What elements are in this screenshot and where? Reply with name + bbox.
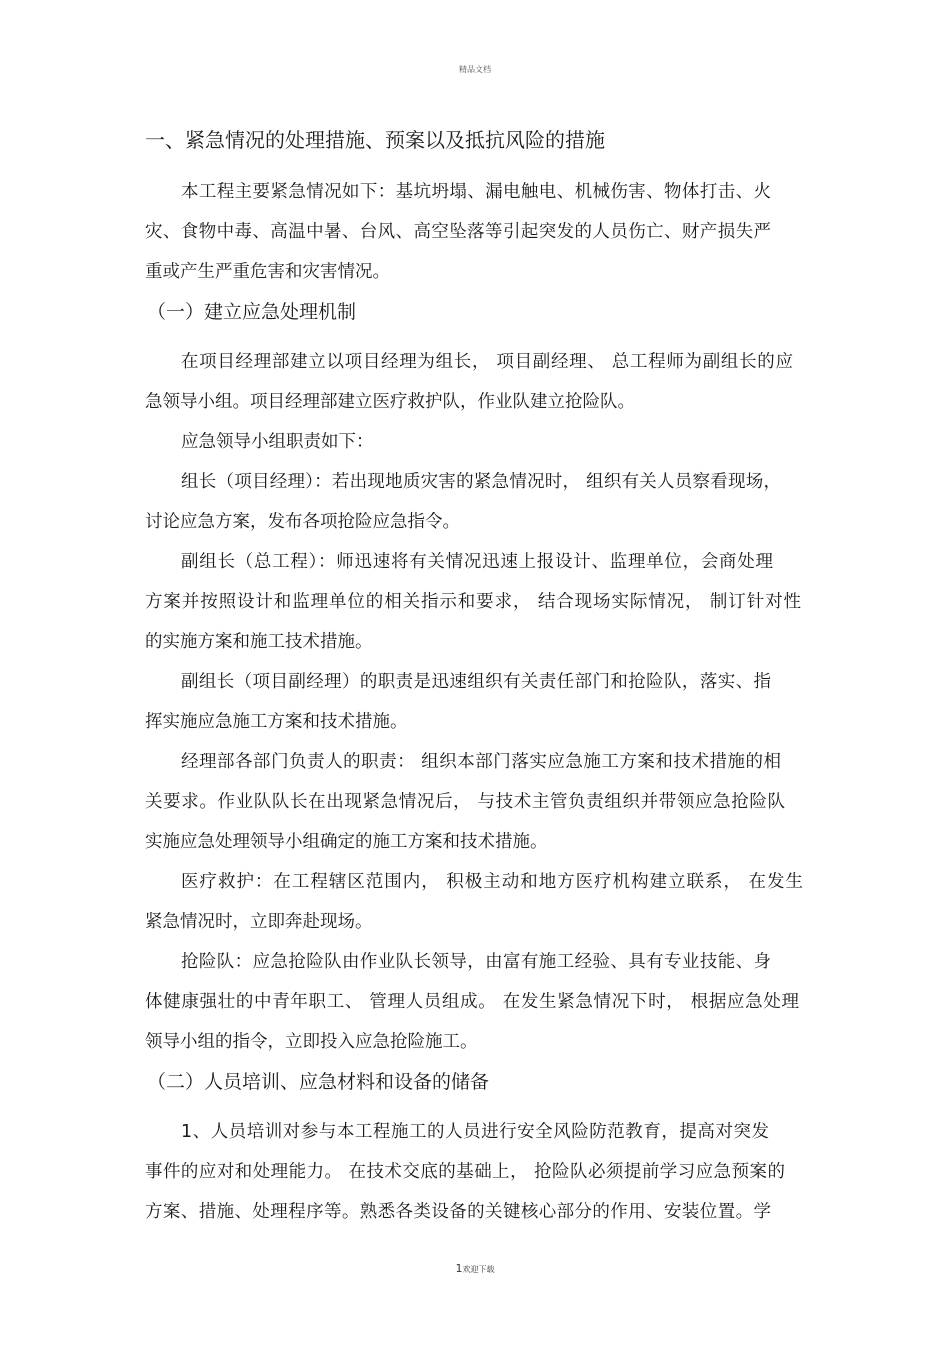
paragraph-line: 副组长（项目副经理）的职责是迅速组织有关责任部门和抢险队，落实、指	[181, 672, 771, 692]
paragraph-line: 的实施方案和施工技术措施。	[145, 632, 373, 652]
section-heading: （二）人员培训、应急材料和设备的储备	[147, 1071, 490, 1093]
paragraph-line: 本工程主要紧急情况如下：基坑坍塌、漏电触电、机械伤害、物体打击、火	[181, 182, 771, 202]
paragraph-line: 组长（项目经理）：若出现地质灾害的紧急情况时， 组织有关人员察看现场，	[181, 472, 781, 492]
paragraph-line: 事件的应对和处理能力。 在技术交底的基础上， 抢险队必须提前学习应急预案的	[145, 1162, 785, 1182]
document-title: 一、紧急情况的处理措施、预案以及抵抗风险的措施	[145, 128, 605, 152]
paragraph-line: 副组长（总工程）：师迅速将有关情况迅速上报设计、监理单位，会商处理	[181, 552, 773, 572]
page-number: 1	[455, 1262, 463, 1275]
paragraph-line: 关要求。作业队队长在出现紧急情况后， 与技术主管负责组织并带领应急抢险队	[145, 792, 785, 812]
paragraph-line: 应急领导小组职责如下：	[181, 432, 374, 452]
paragraph-line: 急领导小组。项目经理部建立医疗救护队，作业队建立抢险队。	[145, 392, 635, 412]
paragraph-line: 灾、食物中毒、高温中暑、台风、高空坠落等引起突发的人员伤亡、财产损失严	[145, 222, 771, 242]
paragraph-line: 在项目经理部建立以项目经理为组长， 项目副经理、 总工程师为副组长的应	[181, 352, 793, 372]
paragraph-line: 重或产生严重危害和灾害情况。	[145, 262, 390, 282]
paragraph-line: 方案并按照设计和监理单位的相关指示和要求， 结合现场实际情况， 制订针对性	[145, 592, 801, 612]
paragraph-line: 医疗救护：在工程辖区范围内， 积极主动和地方医疗机构建立联系， 在发生	[181, 872, 803, 892]
paragraph-line: 方案、措施、处理程序等。熟悉各类设备的关键核心部分的作用、安装位置。学	[145, 1202, 771, 1222]
paragraph-line: 领导小组的指令，立即投入应急抢险施工。	[145, 1032, 478, 1052]
paragraph-line: 抢险队：应急抢险队由作业队长领导，由富有施工经验、具有专业技能、身	[181, 952, 771, 972]
paragraph-line: 紧急情况时，立即奔赴现场。	[145, 912, 373, 932]
paragraph-line: 挥实施应急施工方案和技术措施。	[145, 712, 408, 732]
page-header: 精品文档	[459, 65, 491, 74]
paragraph-line: 1、人员培训对参与本工程施工的人员进行安全风险防范教育，提高对突发	[181, 1122, 769, 1142]
section-heading: （一）建立应急处理机制	[147, 301, 357, 323]
paragraph-line: 讨论应急方案，发布各项抢险应急指令。	[145, 512, 460, 532]
page-footer	[0, 1262, 950, 1275]
footer-text: 欢迎下载	[462, 1265, 495, 1274]
paragraph-line: 实施应急处理领导小组确定的施工方案和技术措施。	[145, 832, 548, 852]
paragraph-line: 体健康强壮的中青年职工、 管理人员组成。 在发生紧急情况下时， 根据应急处理	[145, 992, 799, 1012]
paragraph-line: 经理部各部门负责人的职责： 组织本部门落实应急施工方案和技术措施的相	[181, 752, 781, 772]
